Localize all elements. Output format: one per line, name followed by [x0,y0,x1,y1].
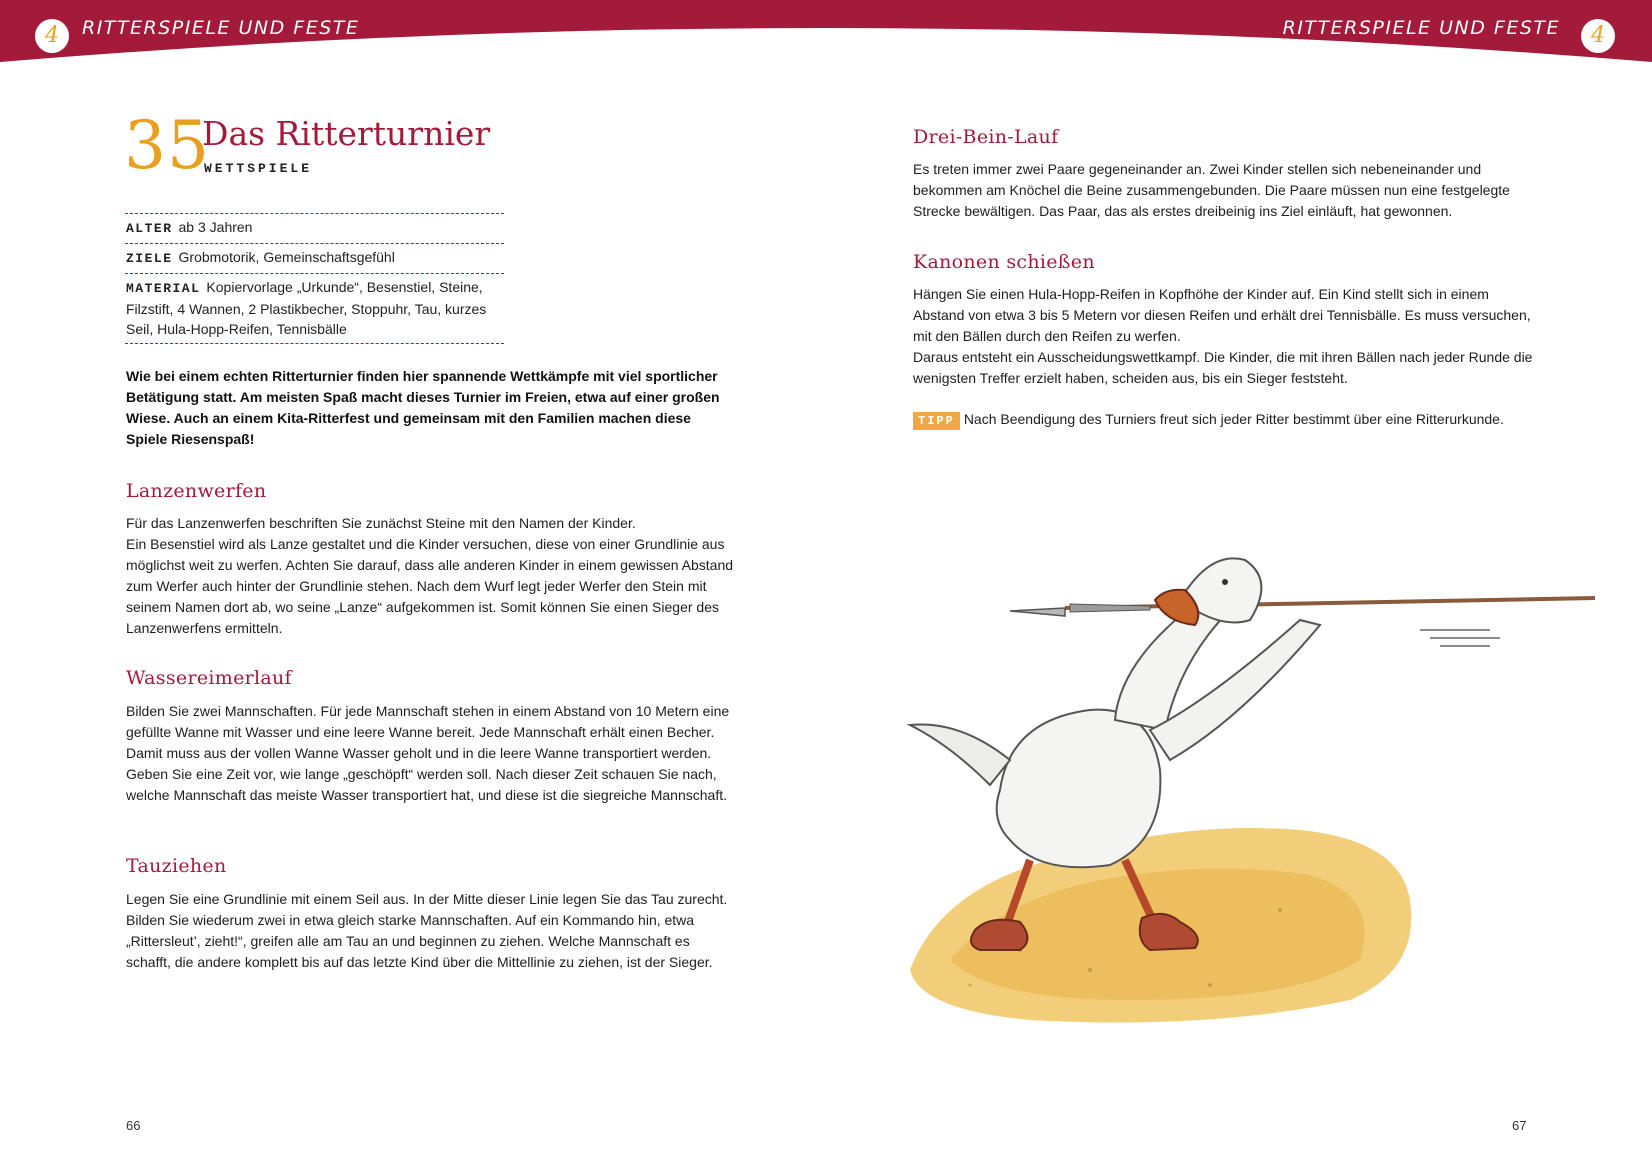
section-body-tauziehen [126,889,736,973]
meta-row-ziele [125,243,504,273]
meta-label-material: MATERIAL [126,281,201,296]
chapter-number-right: 4 [1581,19,1615,53]
page-number-right: 67 [1512,1118,1527,1133]
tipp-text: Nach Beendigung des Turniers freut sich jeder Ritter bestimmt über eine Ritterurkunde. [963,411,1504,427]
section-heading-tauziehen: Tauziehen [126,855,227,877]
goose-lance-illustration [880,530,1610,1030]
meta-value-ziele: Grobmotorik, Gemeinschaftsgefühl [178,249,395,265]
section-heading-lanzenwerfen: Lanzenwerfen [126,480,267,502]
section-body-wassereimerlauf [126,701,736,806]
section-heading-wassereimerlauf: Wassereimerlauf [126,667,292,689]
paragraph: Bilden Sie zwei Mannschaften. Für jede Mannschaft stehen in einem Abstand von 10 Metern eine gefüllte Wanne mit Wasser und eine leere Wanne bereit. Jede Mannschaft erhält einen Becher. Damit muss aus der vollen Wanne Wasser geholt und in die leere Wanne transportiert werden. Geben Sie eine Zeit vor, wie lange „geschöpft“ werden soll. Nach dieser Zeit schauen Sie nach, welche Mannschaft das meiste Wasser transportiert hat, und diese ist die siegreiche Mannschaft. [126,703,730,803]
meta-table [125,213,504,344]
meta-label-ziele: ZIELE [126,251,173,266]
chapter-title-left: RITTERSPIELE UND FESTE [82,17,360,39]
paragraph: Für das Lanzenwerfen beschriften Sie zunächst Steine mit den Namen der Kinder. [126,515,636,531]
section-body-dreibeinlauf [913,159,1533,222]
activity-number: 35 [124,107,210,184]
meta-row-material [125,273,504,344]
activity-category: WETTSPIELE [204,161,313,176]
paragraph: Legen Sie eine Grundlinie mit einem Seil aus. In der Mitte dieser Linie legen Sie das Tau zurecht. Bilden Sie wiederum zwei in etwa gleich starke Mannschaften. Auf ein Kommando hin, etwa „Rittersleut’, zieht!“, greifen alle am Tau an und beginnen zu ziehen. Welche Mannschaft es schafft, die andere komplett bis auf das letzte Kind über die Mittellinie zu ziehen, ist der Sieger. [126,891,728,970]
page-title: Das Ritterturnier [202,114,491,153]
chapter-number-left: 4 [35,19,69,53]
section-body-lanzenwerfen [126,513,736,639]
meta-row-alter [125,213,504,243]
paragraph: Ein Besenstiel wird als Lanze gestaltet und die Kinder versuchen, diese von einer Grundlinie aus möglichst weit zu werfen. Achten Sie darauf, dass alle anderen Kinder in einem gewissen Abstand zum Werfer auch hinter der Grundlinie stehen. Nach dem Wurf legt jeder Werfer den Stein mit seinem Namen dort ab, wo seine „Lanze“ aufgekommen ist. Somit können Sie einen Sieger des Lanzenwerfens ermitteln. [126,536,734,636]
chapter-title-right: RITTERSPIELE UND FESTE [1282,17,1560,39]
section-heading-dreibeinlauf: Drei-Bein-Lauf [913,126,1059,148]
paragraph: Hängen Sie einen Hula-Hopp-Reifen in Kopfhöhe der Kinder auf. Ein Kind stellt sich in einem Abstand von etwa 3 bis 5 Metern vor diesen Reifen und erhält drei Tennisbälle. Es muss versuchen, mit den Bällen durch den Reifen zu werfen. [913,286,1531,344]
meta-value-material: Kopiervorlage „Urkunde“, Besenstiel, Steine, Filzstift, 4 Wannen, 2 Plastikbecher, Stoppuhr, Tau, kurzes Seil, Hula-Hopp-Reifen, Tennisbälle [126,279,487,337]
tipp-box [913,409,1533,430]
section-body-kanonen [913,284,1533,389]
meta-value-alter: ab 3 Jahren [178,219,253,235]
paragraph: Daraus entsteht ein Ausscheidungswettkampf. Die Kinder, die mit ihren Bällen nach jeder Runde die wenigsten Treffer erzielt haben, scheiden aus, bis ein Sieger feststeht. [913,349,1533,386]
paragraph: Es treten immer zwei Paare gegeneinander an. Zwei Kinder stellen sich nebeneinander und bekommen am Knöchel die Beine zusammengebunden. Die Paare müssen nun eine festgelegte Strecke bewältigen. Das Paar, das als erstes dreibeinig ins Ziel einläuft, hat gewonnen. [913,161,1510,219]
page-number-left: 66 [126,1118,141,1133]
tipp-badge: TIPP [913,412,960,430]
intro-paragraph: Wie bei einem echten Ritterturnier finden hier spannende Wettkämpfe mit viel sportlicher Betätigung statt. Am meisten Spaß macht dieses Turnier im Freien, etwa auf einer großen Wiese. Auch an einem Kita-Ritterfest und gemeinsam mit den Familien machen diese Spiele Riesenspaß! [126,368,720,447]
section-heading-kanonen: Kanonen schießen [913,251,1095,273]
meta-label-alter: ALTER [126,221,173,236]
